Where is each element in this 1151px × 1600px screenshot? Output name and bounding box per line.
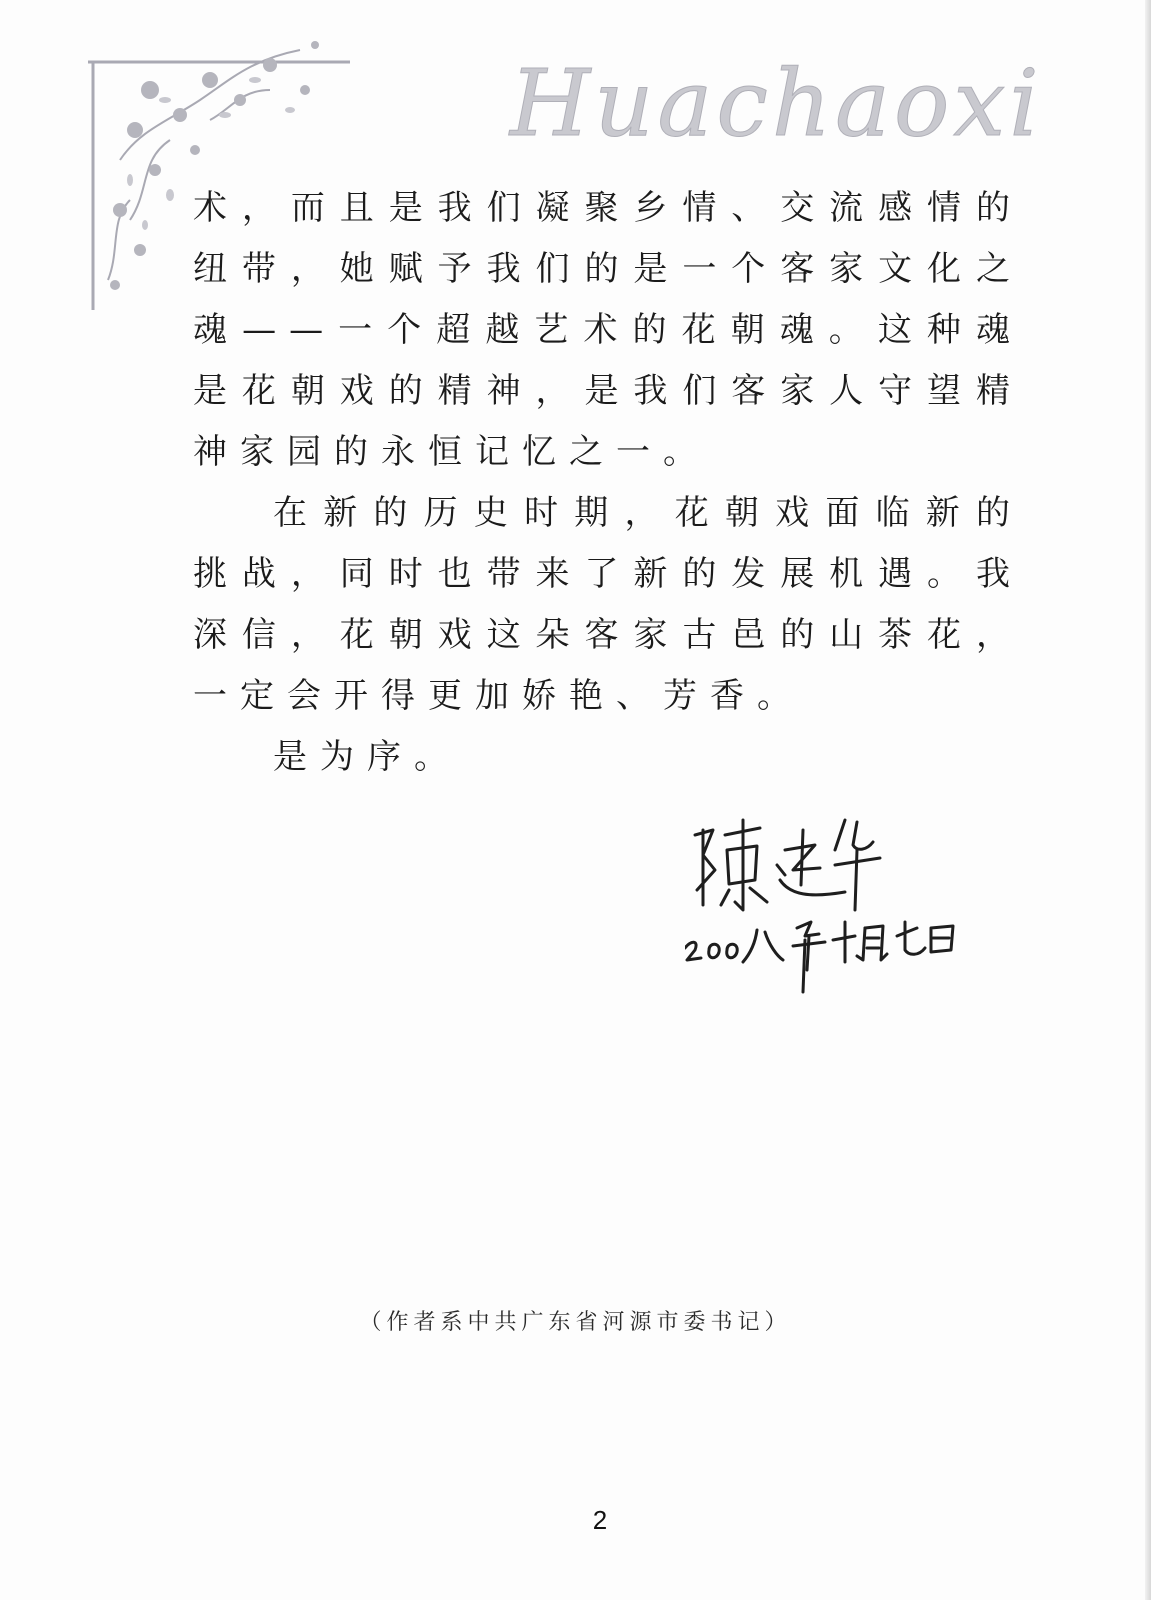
- page-number: 2: [592, 1505, 608, 1535]
- header-script-title: [500, 40, 1080, 170]
- body-text: [193, 178, 1023, 788]
- paragraph-2: 在新的历史时期，花朝戏面临新的挑战，同时也带来了新的发展机遇。我深信，花朝戏这朵客家古邑的山茶花，一定会开得更加娇艳、芳香。: [193, 493, 1023, 716]
- page-edge-shadow: [1145, 0, 1151, 1600]
- header-title-text: Huachaoxi: [510, 50, 1043, 157]
- author-footnote: （作者系中共广东省河源市委书记）: [359, 1310, 792, 1335]
- paragraph-3: 是为序。: [273, 737, 461, 777]
- handwritten-signature: [685, 810, 995, 1025]
- paragraph-1: 术，而且是我们凝聚乡情、交流感情的纽带，她赋予我们的是一个客家文化之魂——一个超越艺术的花朝魂。这种魂是花朝戏的精神，是我们客家人守望精神家园的永恒记忆之一。: [193, 188, 1023, 472]
